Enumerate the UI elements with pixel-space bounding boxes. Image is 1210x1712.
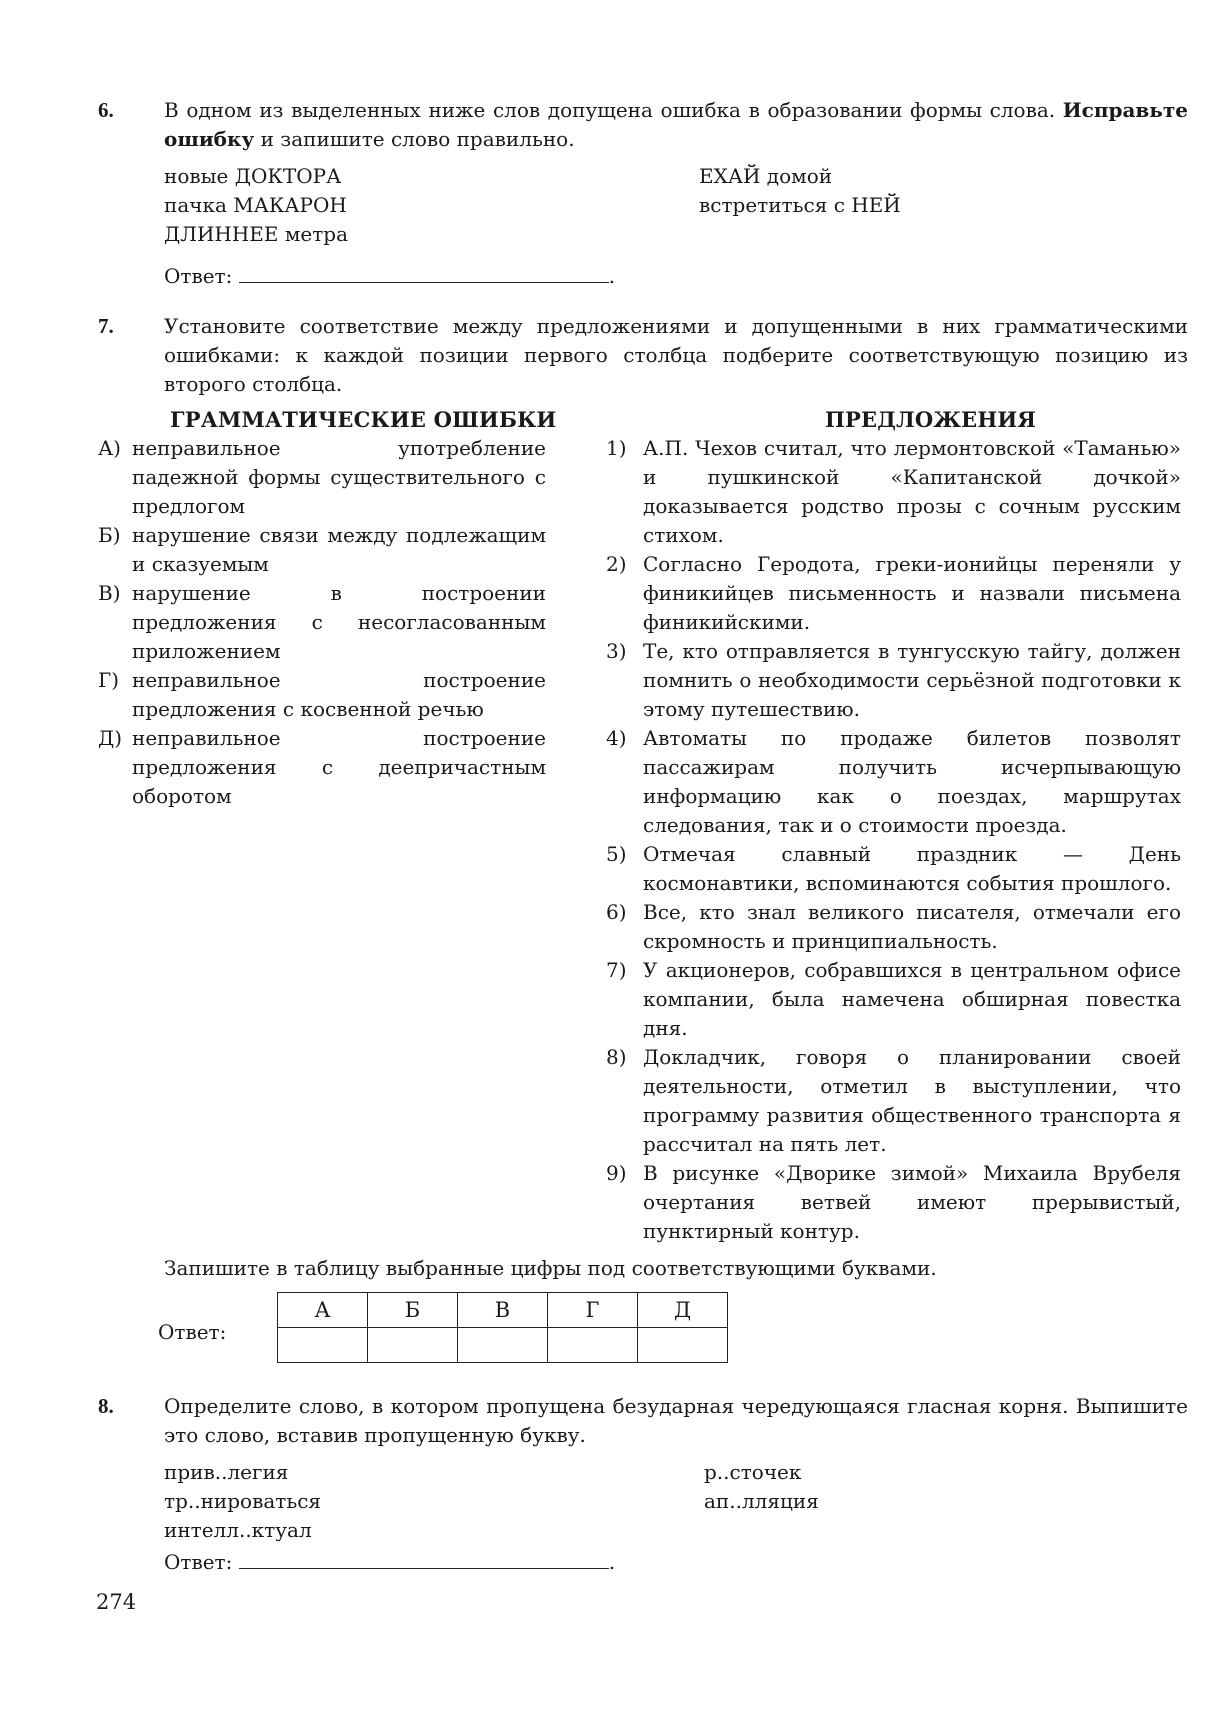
task-prompt: Определите слово, в котором пропущена безударная чередующаяся гласная корня. Выпишите это слово, вставив пропущенную букву.	[164, 1394, 1188, 1447]
sentence-text: В рисунке «Дворике зимой» Михаила Врубеля очертания ветвей имеют прерывистый, пунктирный контур.	[643, 1161, 1181, 1243]
errors-heading: ГРАММАТИЧЕСКИЕ ОШИБКИ	[170, 407, 557, 432]
sentence-item	[606, 550, 1181, 637]
answer-table-header-cell: Д	[638, 1293, 728, 1328]
prompt-bold-text: Исправьте ошибку	[164, 98, 1188, 151]
word-option: прив..легия	[164, 1460, 289, 1484]
sentence-text: Все, кто знал великого писателя, отмечали его скромность и принципиальность.	[643, 900, 1181, 953]
sentence-item	[606, 724, 1181, 840]
answer-end: .	[608, 264, 616, 288]
sentence-label: 7)	[606, 958, 627, 982]
page-number: 274	[96, 1590, 137, 1614]
sentence-item	[606, 1043, 1181, 1159]
error-text: неправильное построение предложения с косвенной речью	[132, 668, 546, 721]
sentence-item	[606, 637, 1181, 724]
answer-end: .	[608, 1550, 616, 1574]
sentence-label: 6)	[606, 900, 627, 924]
word-option: ДЛИННЕЕ метра	[164, 222, 349, 246]
words-left-column	[164, 1458, 321, 1545]
error-label: В)	[98, 581, 121, 605]
word-option: пачка МАКАРОН	[164, 193, 347, 217]
answer-table-header-row	[278, 1293, 728, 1328]
sentence-text: А.П. Чехов считал, что лермонтовской «Таманью» и пушкинской «Капитанской дочкой» доказывается родство прозы с сочным русским стихом.	[643, 436, 1181, 547]
answer-label: Ответ:	[164, 264, 233, 288]
answer-table-header-cell: Б	[368, 1293, 458, 1328]
error-label: Д)	[98, 726, 123, 750]
answer-label: Ответ:	[158, 1320, 227, 1344]
task-8-answer	[164, 1548, 615, 1577]
sentence-label: 4)	[606, 726, 627, 750]
sentence-label: 8)	[606, 1045, 627, 1069]
sentence-text: У акционеров, собравшихся в центральном офисе компании, была намечена обширная повестка дня.	[643, 958, 1181, 1040]
answer-table	[277, 1292, 728, 1363]
answer-blank[interactable]	[239, 1548, 609, 1569]
sentence-text: Согласно Геродота, греки-ионийцы переняли у финикийцев письменность и назвали письмена финикийскими.	[643, 552, 1181, 634]
words-right-column	[704, 1458, 819, 1516]
error-item	[98, 724, 546, 811]
task-6-answer	[164, 262, 615, 291]
answer-blank[interactable]	[239, 262, 609, 283]
sentence-text: Те, кто отправляется в тунгусскую тайгу, должен помнить о необходимости серьёзной подготовки к этому путешествию.	[643, 639, 1181, 721]
prompt-text: В одном из выделенных ниже слов допущена ошибка в образовании формы слова.	[164, 98, 1063, 122]
task-7	[98, 312, 1188, 399]
sentence-text: Отмечая славный праздник — День космонавтики, вспоминаются события прошлого.	[643, 842, 1181, 895]
error-item	[98, 434, 546, 521]
sentence-label: 5)	[606, 842, 627, 866]
task-prompt: Установите соответствие между предложениями и допущенными в них грамматическими ошибками: к каждой позиции первого столбца подберите соответствующую позицию из второго столбца.	[164, 314, 1188, 396]
task-prompt	[164, 96, 1188, 154]
sentences-list	[606, 434, 1181, 1246]
error-label: Г)	[98, 668, 120, 692]
sentence-text: Автоматы по продаже билетов позволят пассажирам получить исчерпывающую информацию как о поездах, маршрутах следования, так и о стоимости проезда.	[643, 726, 1181, 837]
task-number: 7.	[98, 314, 114, 338]
prompt-text-end: и запишите слово правильно.	[254, 127, 575, 151]
answer-label: Ответ:	[164, 1550, 233, 1574]
answer-cell[interactable]	[368, 1328, 458, 1363]
sentence-label: 3)	[606, 639, 627, 663]
word-option: р..сточек	[704, 1460, 802, 1484]
word-option: интелл..ктуал	[164, 1518, 312, 1542]
error-label: А)	[98, 436, 121, 460]
answer-table-header-cell: Г	[548, 1293, 638, 1328]
error-item	[98, 579, 546, 666]
error-item	[98, 521, 546, 579]
error-label: Б)	[98, 523, 121, 547]
sentence-text: Докладчик, говоря о планировании своей деятельности, отметил в выступлении, что программу развития общественного транспорта я рассчитал на пять лет.	[643, 1045, 1181, 1156]
table-instruction: Запишите в таблицу выбранные цифры под соответствующими буквами.	[164, 1256, 937, 1280]
sentence-label: 2)	[606, 552, 627, 576]
error-text: неправильное построение предложения с деепричастным оборотом	[132, 726, 546, 808]
answer-table-header-cell: А	[278, 1293, 368, 1328]
task-number: 8.	[98, 1394, 114, 1418]
sentence-item	[606, 898, 1181, 956]
task-number: 6.	[98, 98, 114, 122]
answer-table-header-cell: В	[458, 1293, 548, 1328]
sentence-item	[606, 840, 1181, 898]
sentence-item	[606, 434, 1181, 550]
answer-cell[interactable]	[458, 1328, 548, 1363]
error-item	[98, 666, 546, 724]
error-text: нарушение в построении предложения с несогласованным приложением	[132, 581, 546, 663]
words-left-column	[164, 162, 348, 249]
answer-cell[interactable]	[278, 1328, 368, 1363]
errors-list	[98, 434, 546, 811]
sentences-heading: ПРЕДЛОЖЕНИЯ	[825, 407, 1037, 432]
words-right-column	[699, 162, 901, 220]
word-option: тр..нироваться	[164, 1489, 322, 1513]
word-option: встретиться с НЕЙ	[699, 193, 901, 217]
sentence-label: 9)	[606, 1161, 627, 1185]
task-6	[98, 96, 1188, 154]
task-8	[98, 1392, 1188, 1450]
word-option: ЕХАЙ домой	[699, 164, 833, 188]
sentence-label: 1)	[606, 436, 627, 460]
error-text: неправильное употребление падежной формы существительного с предлогом	[132, 436, 546, 518]
sentence-item	[606, 1159, 1181, 1246]
answer-table-input-row	[278, 1328, 728, 1363]
sentence-item	[606, 956, 1181, 1043]
word-option: новые ДОКТОРА	[164, 164, 342, 188]
error-text: нарушение связи между подлежащим и сказуемым	[132, 523, 546, 576]
answer-cell[interactable]	[638, 1328, 728, 1363]
answer-cell[interactable]	[548, 1328, 638, 1363]
word-option: ап..лляция	[704, 1489, 819, 1513]
